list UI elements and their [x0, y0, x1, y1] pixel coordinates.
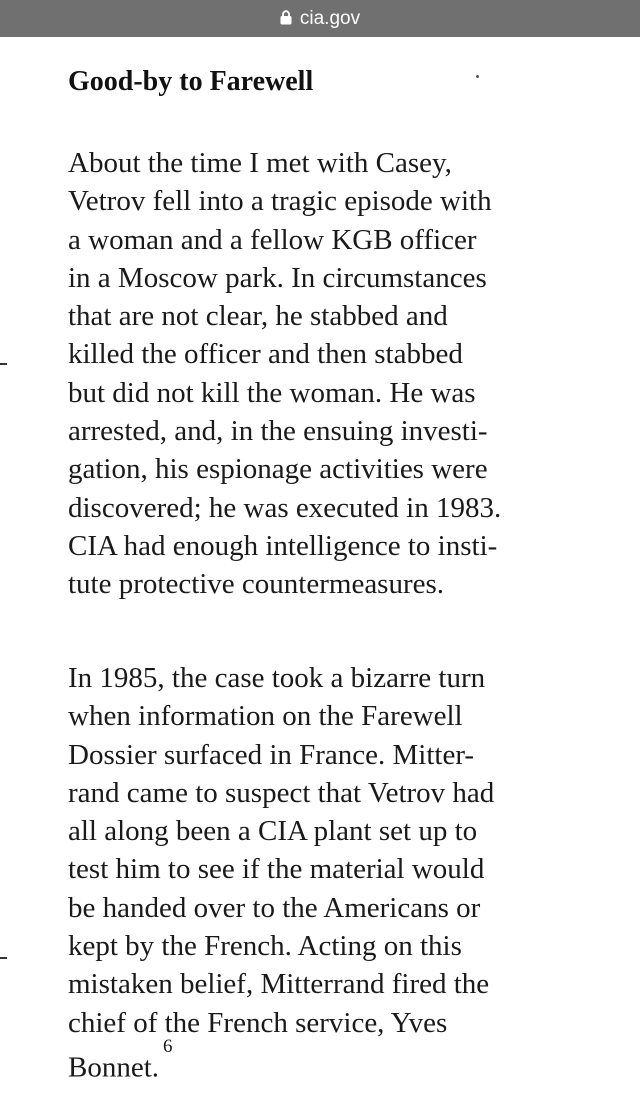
address-bar[interactable]: [0, 0, 640, 37]
scan-speck: [476, 75, 479, 78]
text-line: In 1985, the case took a bizarre turn: [68, 662, 486, 694]
text-line: test him to see if the material would: [68, 853, 485, 886]
text-line: killed the officer and then stabbed: [68, 338, 463, 371]
text-line: be handed over to the Americans or: [68, 891, 481, 924]
text-line: tute protective countermeasures.: [68, 568, 445, 601]
footnote-marker[interactable]: 6: [163, 1035, 173, 1057]
text-line: kept by the French. Acting on this: [68, 930, 462, 963]
text-line: gation, his espionage activities were: [68, 453, 488, 486]
margin-mark: [0, 363, 7, 365]
text-line: a woman and a fellow KGB officer: [68, 223, 477, 256]
text-line: in a Moscow park. In circumstances: [68, 261, 487, 294]
text-line: Vetrov fell into a tragic episode with: [68, 185, 492, 218]
text-line: CIA had enough intelligence to insti-: [68, 529, 498, 562]
document-page: [0, 37, 640, 1096]
text-line: arrested, and, in the ensuing investi-: [68, 415, 488, 448]
text-line: Dossier surfaced in France. Mitter-: [68, 738, 475, 771]
text-line: but did not kill the woman. He was: [68, 376, 476, 409]
text-line: [68, 1035, 628, 1087]
paragraph-1: [68, 144, 628, 604]
text-line: rand came to suspect that Vetrov had: [68, 776, 495, 809]
section-heading: Good-by to Farewell: [68, 66, 314, 97]
text-line: discovered; he was executed in 1983.: [68, 491, 502, 524]
text-line-content: Bonnet.: [68, 1051, 160, 1084]
text-line: that are not clear, he stabbed and: [68, 300, 448, 333]
text-line: mistaken belief, Mitterrand fired the: [68, 968, 490, 1001]
text-line: when information on the Farewell: [68, 700, 463, 733]
text-line: all along been a CIA plant set up to: [68, 815, 478, 848]
text-line: About the time I met with Casey,: [68, 147, 452, 179]
lock-icon: [280, 10, 292, 25]
paragraph-2: [68, 659, 628, 1087]
margin-mark: [0, 957, 7, 959]
url-text: cia.gov: [299, 7, 361, 29]
text-line: chief of the French service, Yves: [68, 1006, 448, 1039]
